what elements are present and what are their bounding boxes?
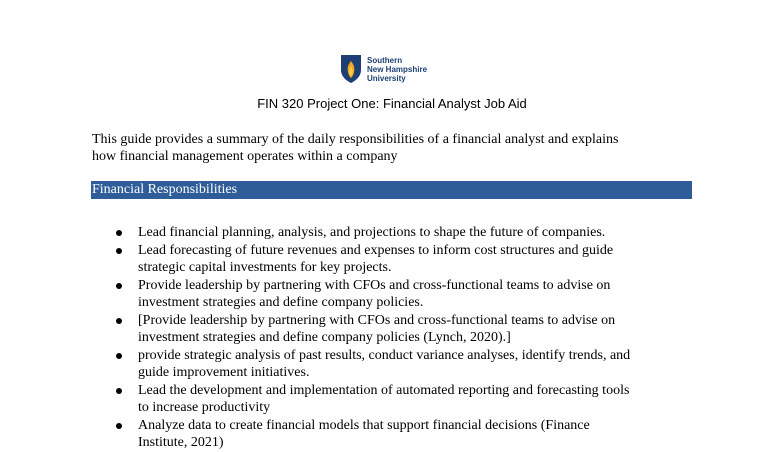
list-item-text: guide improvement initiatives. — [138, 365, 310, 380]
document-title: FIN 320 Project One: Financial Analyst Job Aid — [257, 96, 527, 111]
list-item-text: Analyze data to create financial models that support financial decisions (Finance — [138, 417, 590, 433]
list-item-text: [Provide leadership by partnering with CFOs and cross-functional teams to advise on — [138, 312, 616, 328]
list-item — [0, 312, 784, 347]
bullet-icon — [116, 388, 122, 394]
list-item-text: Lead financial planning, analysis, and projections to shape the future of companies. — [138, 225, 606, 240]
list-item-text: provide strategic analysis of past results, conduct variance analyses, identify trends, and — [138, 347, 631, 363]
list-item-text: Provide leadership by partnering with CFOs and cross-functional teams to advise on — [138, 277, 611, 293]
list-item — [0, 242, 784, 277]
list-item — [0, 382, 784, 417]
section-header-label: Financial Responsibilities — [92, 182, 238, 197]
list-item-text: Lead the development and implementation of automated reporting and forecasting tools — [138, 382, 630, 398]
responsibilities-list — [0, 224, 784, 452]
flame-shield-icon — [340, 54, 362, 84]
bullet-icon — [116, 353, 122, 359]
logo-line-2: New Hampshire — [367, 65, 428, 74]
list-item-text: investment strategies and define company policies. — [138, 295, 424, 310]
university-logo-wordmark — [367, 56, 427, 83]
list-item — [0, 347, 784, 382]
intro-line: how financial management operates within a company — [92, 149, 398, 164]
logo-line-3: University — [367, 74, 406, 83]
bullet-icon — [116, 230, 122, 236]
list-item-text: Institute, 2021) — [138, 435, 224, 450]
list-item — [0, 417, 784, 452]
bullet-icon — [116, 318, 122, 324]
list-item — [0, 277, 784, 312]
section-header-bar — [91, 181, 692, 199]
list-item-text: investment strategies and define company policies (Lynch, 2020).] — [138, 330, 511, 345]
list-item-text: Lead forecasting of future revenues and expenses to inform cost structures and guide — [138, 242, 614, 258]
intro-line: This guide provides a summary of the daily responsibilities of a financial analyst and explains — [92, 132, 619, 147]
list-item-text: strategic capital investments for key projects. — [138, 260, 392, 275]
list-item — [0, 224, 784, 242]
university-logo — [340, 54, 427, 86]
intro-paragraph — [92, 131, 712, 165]
bullet-icon — [116, 248, 122, 254]
bullet-icon — [116, 283, 122, 289]
logo-line-1: Southern — [367, 56, 403, 65]
list-item-text: to increase productivity — [138, 400, 271, 415]
bullet-icon — [116, 423, 122, 429]
